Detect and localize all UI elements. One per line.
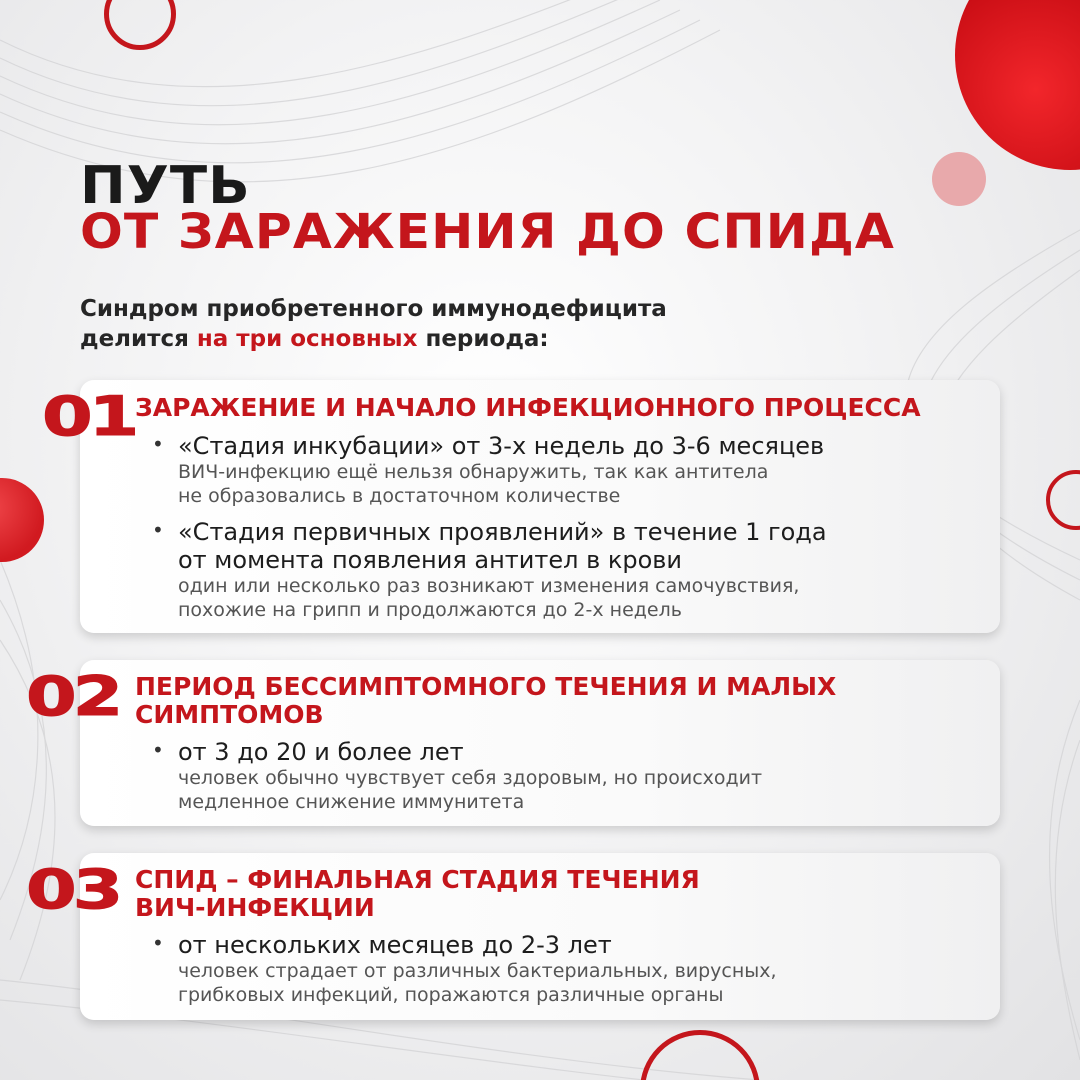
- intro-line1: Синдром приобретенного иммунодефицита: [80, 296, 667, 322]
- decorative-pink-circle: [932, 152, 986, 206]
- page-title-line1: ПУТЬ: [80, 156, 251, 216]
- period-items-1: [150, 432, 827, 622]
- item-desc-line1: человек страдает от различных бактериальных, вирусных,: [178, 960, 777, 982]
- item-desc-line2: медленное снижение иммунитета: [178, 791, 525, 813]
- item-desc-line2: похожие на грипп и продолжаются до 2-х недель: [178, 599, 682, 621]
- intro-prefix: делится: [80, 326, 197, 352]
- period-title-3-line1: СПИД – ФИНАЛЬНАЯ СТАДИЯ ТЕЧЕНИЯ: [135, 865, 700, 894]
- period-title-3-line2: ВИЧ-ИНФЕКЦИИ: [135, 893, 375, 922]
- intro-line2: [80, 324, 667, 354]
- item-desc-line1: ВИЧ-инфекцию ещё нельзя обнаружить, так как антитела: [178, 461, 769, 483]
- period-title-2-line2: СИМПТОМОВ: [135, 700, 324, 729]
- period-title-2: [135, 673, 836, 729]
- period-title-3: [135, 866, 700, 922]
- period-items-2: [150, 738, 762, 814]
- period-number-2: 02: [26, 665, 120, 728]
- list-item: [150, 432, 827, 508]
- item-desc-line2: не образовались в достаточном количестве: [178, 485, 621, 507]
- period-items-3: [150, 931, 777, 1007]
- list-item: [150, 931, 777, 1007]
- item-desc-line1: человек обычно чувствует себя здоровым, но происходит: [178, 767, 763, 789]
- list-item: [150, 518, 827, 622]
- item-head: • «Стадия инкубации» от 3-х недель до 3-6 месяцев: [178, 432, 825, 460]
- intro-text: [80, 294, 667, 354]
- intro-suffix: периода:: [417, 326, 549, 352]
- item-head-line1: • «Стадия первичных проявлений» в течение 1 года: [178, 518, 827, 546]
- period-title-2-line1: ПЕРИОД БЕССИМПТОМНОГО ТЕЧЕНИЯ И МАЛЫХ: [135, 672, 837, 701]
- item-head: • от 3 до 20 и более лет: [178, 738, 464, 766]
- intro-highlight: на три основных: [196, 326, 418, 352]
- list-item: [150, 738, 762, 814]
- item-head: • от нескольких месяцев до 2-3 лет: [178, 931, 612, 959]
- item-desc-line2: грибковых инфекций, поражаются различные органы: [178, 984, 724, 1006]
- item-head-line2: от момента появления антител в крови: [178, 546, 682, 574]
- item-desc-line1: один или несколько раз возникают изменения самочувствия,: [178, 575, 800, 597]
- period-number-3: 03: [26, 858, 120, 921]
- period-number-1: 01: [42, 385, 136, 448]
- period-title-1: ЗАРАЖЕНИЕ И НАЧАЛО ИНФЕКЦИОННОГО ПРОЦЕССА: [135, 393, 921, 422]
- page-title-line2: ОТ ЗАРАЖЕНИЯ ДО СПИДА: [80, 204, 895, 260]
